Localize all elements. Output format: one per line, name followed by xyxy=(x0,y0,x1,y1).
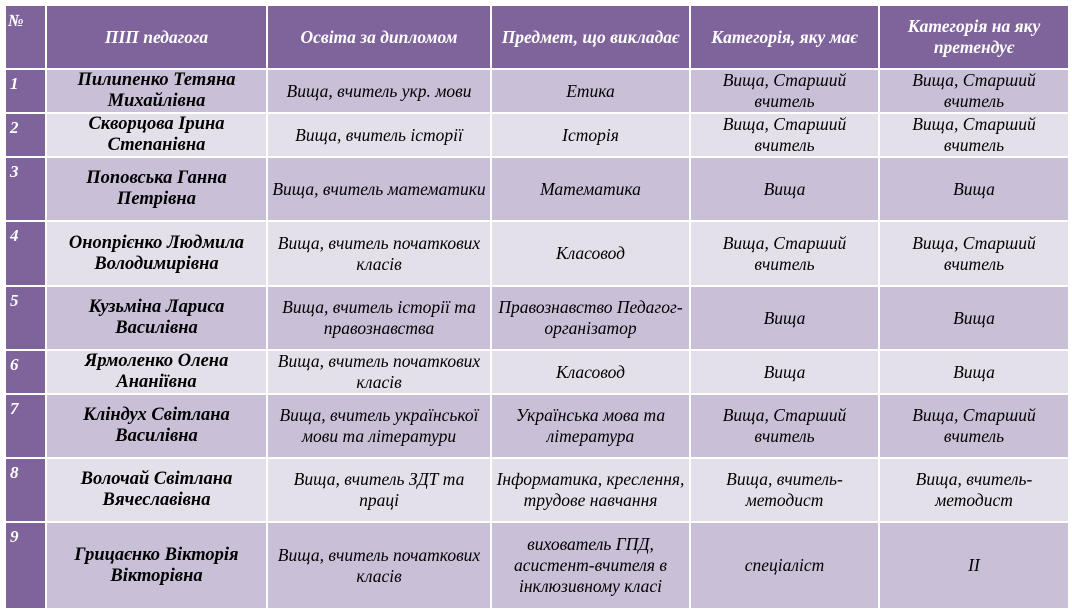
subject-cell: Класовод xyxy=(491,221,690,286)
teacher-name: Кліндух Світлана Василівна xyxy=(46,394,267,458)
education-cell: Вища, вчитель української мови та літератури xyxy=(267,394,491,458)
row-number: 5 xyxy=(5,286,46,350)
subject-cell: Математика xyxy=(491,157,690,221)
row-number: 7 xyxy=(5,394,46,458)
education-cell: Вища, вчитель укр. мови xyxy=(267,69,491,113)
header-education: Освіта за дипломом xyxy=(267,5,491,69)
target-category-cell: Вища, Старший вчитель xyxy=(879,221,1069,286)
category-cell: Вища xyxy=(690,350,879,394)
teacher-name: Скворцова Ірина Степанівна xyxy=(46,113,267,157)
teacher-name: Поповська Ганна Петрівна xyxy=(46,157,267,221)
header-subject: Предмет, що викладає xyxy=(491,5,690,69)
teacher-name: Кузьміна Лариса Василівна xyxy=(46,286,267,350)
target-category-cell: Вища xyxy=(879,350,1069,394)
staff-table xyxy=(4,4,1070,610)
teacher-name: Онопрієнко Людмила Володимирівна xyxy=(46,221,267,286)
category-cell: Вища, вчитель-методист xyxy=(690,458,879,522)
table-row xyxy=(5,69,1069,113)
target-category-cell: Вища, вчитель-методист xyxy=(879,458,1069,522)
table-row xyxy=(5,157,1069,221)
subject-cell: Українська мова та література xyxy=(491,394,690,458)
table-row xyxy=(5,350,1069,394)
row-number: 9 xyxy=(5,522,46,609)
subject-cell: Історія xyxy=(491,113,690,157)
category-cell: Вища, Старший вчитель xyxy=(690,69,879,113)
table-row xyxy=(5,394,1069,458)
education-cell: Вища, вчитель історії та правознавства xyxy=(267,286,491,350)
subject-cell: Класовод xyxy=(491,350,690,394)
target-category-cell: Вища, Старший вчитель xyxy=(879,394,1069,458)
table-row xyxy=(5,221,1069,286)
education-cell: Вища, вчитель ЗДТ та праці xyxy=(267,458,491,522)
target-category-cell: Вища xyxy=(879,157,1069,221)
row-number: 8 xyxy=(5,458,46,522)
target-category-cell: Вища xyxy=(879,286,1069,350)
header-number: № xyxy=(5,5,46,69)
table-row xyxy=(5,113,1069,157)
education-cell: Вища, вчитель математики xyxy=(267,157,491,221)
education-cell: Вища, вчитель початкових класів xyxy=(267,350,491,394)
category-cell: Вища, Старший вчитель xyxy=(690,113,879,157)
row-number: 4 xyxy=(5,221,46,286)
subject-cell: Етика xyxy=(491,69,690,113)
table-header-row xyxy=(5,5,1069,69)
row-number: 3 xyxy=(5,157,46,221)
teacher-name: Ярмоленко Олена Ананіївна xyxy=(46,350,267,394)
subject-cell: Правознавство Педагог-організатор xyxy=(491,286,690,350)
teacher-name: Грицаєнко Вікторія Вікторівна xyxy=(46,522,267,609)
target-category-cell: Вища, Старший вчитель xyxy=(879,69,1069,113)
header-name: ПІП педагога xyxy=(46,5,267,69)
category-cell: спеціаліст xyxy=(690,522,879,609)
table-row xyxy=(5,458,1069,522)
target-category-cell: Вища, Старший вчитель xyxy=(879,113,1069,157)
education-cell: Вища, вчитель початкових класів xyxy=(267,221,491,286)
category-cell: Вища xyxy=(690,286,879,350)
header-category: Категорія, яку має xyxy=(690,5,879,69)
category-cell: Вища, Старший вчитель xyxy=(690,394,879,458)
teacher-name: Пилипенко Тетяна Михайлівна xyxy=(46,69,267,113)
table-row xyxy=(5,286,1069,350)
subject-cell: вихователь ГПД, асистент-вчителя в інклюзивному класі xyxy=(491,522,690,609)
header-target-category: Категорія на яку претендує xyxy=(879,5,1069,69)
row-number: 2 xyxy=(5,113,46,157)
education-cell: Вища, вчитель початкових класів xyxy=(267,522,491,609)
target-category-cell: ІІ xyxy=(879,522,1069,609)
subject-cell: Інформатика, креслення, трудове навчання xyxy=(491,458,690,522)
row-number: 6 xyxy=(5,350,46,394)
row-number: 1 xyxy=(5,69,46,113)
category-cell: Вища, Старший вчитель xyxy=(690,221,879,286)
teacher-name: Волочай Світлана Вячеславівна xyxy=(46,458,267,522)
education-cell: Вища, вчитель історії xyxy=(267,113,491,157)
category-cell: Вища xyxy=(690,157,879,221)
table-row xyxy=(5,522,1069,609)
